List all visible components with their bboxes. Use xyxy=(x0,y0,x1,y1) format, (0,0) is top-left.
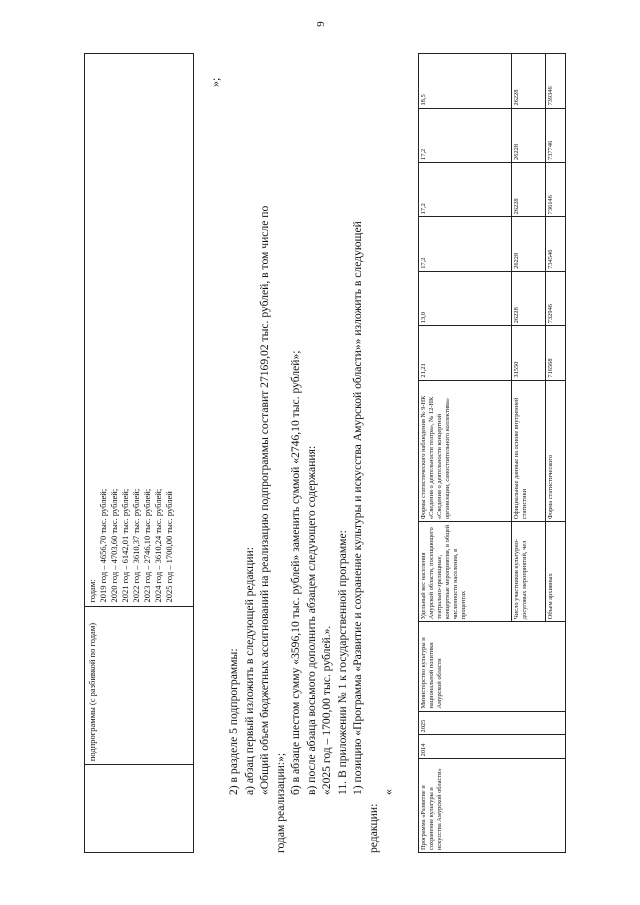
indicator-name: Объем архивных xyxy=(546,522,566,622)
text-line: 11. В приложении № 1 к государственной программе: xyxy=(335,530,349,795)
financing-label: подпрограммы (с разбивкой по годам) xyxy=(85,606,194,765)
text-line: « xyxy=(382,789,395,795)
indicator-value: 734546 xyxy=(546,217,566,271)
indicator-value: 737746 xyxy=(546,108,566,162)
indicator-table xyxy=(418,53,566,853)
indicator-value: 13,0 xyxy=(419,271,512,325)
indicator-value: 26228 xyxy=(511,54,545,109)
amendment-text xyxy=(226,63,397,853)
indicator-value: 26228 xyxy=(511,108,545,162)
years-intro: годам: xyxy=(87,579,97,603)
indicator-value: 18,5 xyxy=(419,54,512,109)
indicator-source: Официальные данные на основе внутренней статистики xyxy=(511,380,545,522)
financing-years-cell xyxy=(85,54,194,607)
indicator-source: Формы статистического наблюдения № 9-НК «Сведения о деятельности театра», № 12-НК «Сведения о деятельности концертной организации, самостоятельного коллектива» xyxy=(419,380,512,522)
year-line: 2021 год – 6142,01 тыс. рублей; xyxy=(120,488,130,603)
year-line: 2020 год – 4703,60 тыс. рублей; xyxy=(109,488,119,603)
start-year: 2014 xyxy=(419,735,566,759)
program-name: Программа «Развитие и сохранение культуры и искусства Амурской области» xyxy=(419,759,566,853)
text-line: в) после абзаца восьмого дополнить абзацем следующего содержания: xyxy=(304,445,318,795)
year-line: 2022 год – 3610,37 тыс. рублей; xyxy=(131,488,141,603)
financing-table xyxy=(84,53,194,853)
indicator-value: 739346 xyxy=(546,54,566,109)
year-line: 2024 год – 3610,24 тыс. рублей; xyxy=(153,488,163,603)
indicator-name: Число участников культурно-досуговых мероприятий, чел xyxy=(511,522,545,622)
text-line: редакции: xyxy=(366,803,380,853)
text-line: б) в абзаце шестом сумму «3596,10 тыс. рублей» заменить суммой «2746,10 тыс. рублей»; xyxy=(289,350,302,795)
indicator-name: Удельный вес населения Амурской области, посещающего театрально-зрелищные, концертные мероприятия, в общей численности населения, в процентах xyxy=(419,522,512,622)
indicator-value: 17,2 xyxy=(419,108,512,162)
year-line: 2019 год – 4656,70 тыс. рублей; xyxy=(98,488,108,603)
indicator-value: 26228 xyxy=(511,217,545,271)
indicator-value: 31550 xyxy=(511,326,545,380)
text-line: годам реализации:»; xyxy=(273,752,287,853)
year-line: 2023 год – 2746,10 тыс. рублей; xyxy=(142,488,152,603)
indicator-value: 21,21 xyxy=(419,326,512,380)
text-line: 2) в разделе 5 подпрограммы: xyxy=(227,648,240,795)
indicator-value: 17,2 xyxy=(419,217,512,271)
text-line: 1) позицию «Программа «Развитие и сохранение культуры и искусства Амурской области»» изложить в следующей xyxy=(351,221,364,795)
indicator-value: 732946 xyxy=(546,271,566,325)
indicator-value: 26228 xyxy=(511,271,545,325)
indicator-value: 17,2 xyxy=(419,162,512,216)
indicator-source: Форма статистического xyxy=(546,380,566,522)
executor: Министерство культуры и национальной политики Амурской области xyxy=(419,622,566,711)
text-line: «2025 год – 1700,00 тыс. рублей.». xyxy=(320,625,333,795)
year-line: 2025 год – 1700,00 тыс. рублей xyxy=(164,491,174,603)
closing-quote: »; xyxy=(208,77,222,87)
text-line: «Общий объем бюджетных ассигнований на реализацию подпрограммы составит 27169,02 тыс. рублей, в том числе по xyxy=(258,205,271,795)
end-year: 2025 xyxy=(419,711,566,735)
table-row xyxy=(419,54,512,853)
blank-cell xyxy=(85,765,194,853)
page-number: 9 xyxy=(314,21,327,27)
indicator-value: 716568 xyxy=(546,326,566,380)
indicator-value: 26228 xyxy=(511,162,545,216)
indicator-value: 736146 xyxy=(546,162,566,216)
text-line: а) абзац первый изложить в следующей редакции: xyxy=(242,547,256,795)
